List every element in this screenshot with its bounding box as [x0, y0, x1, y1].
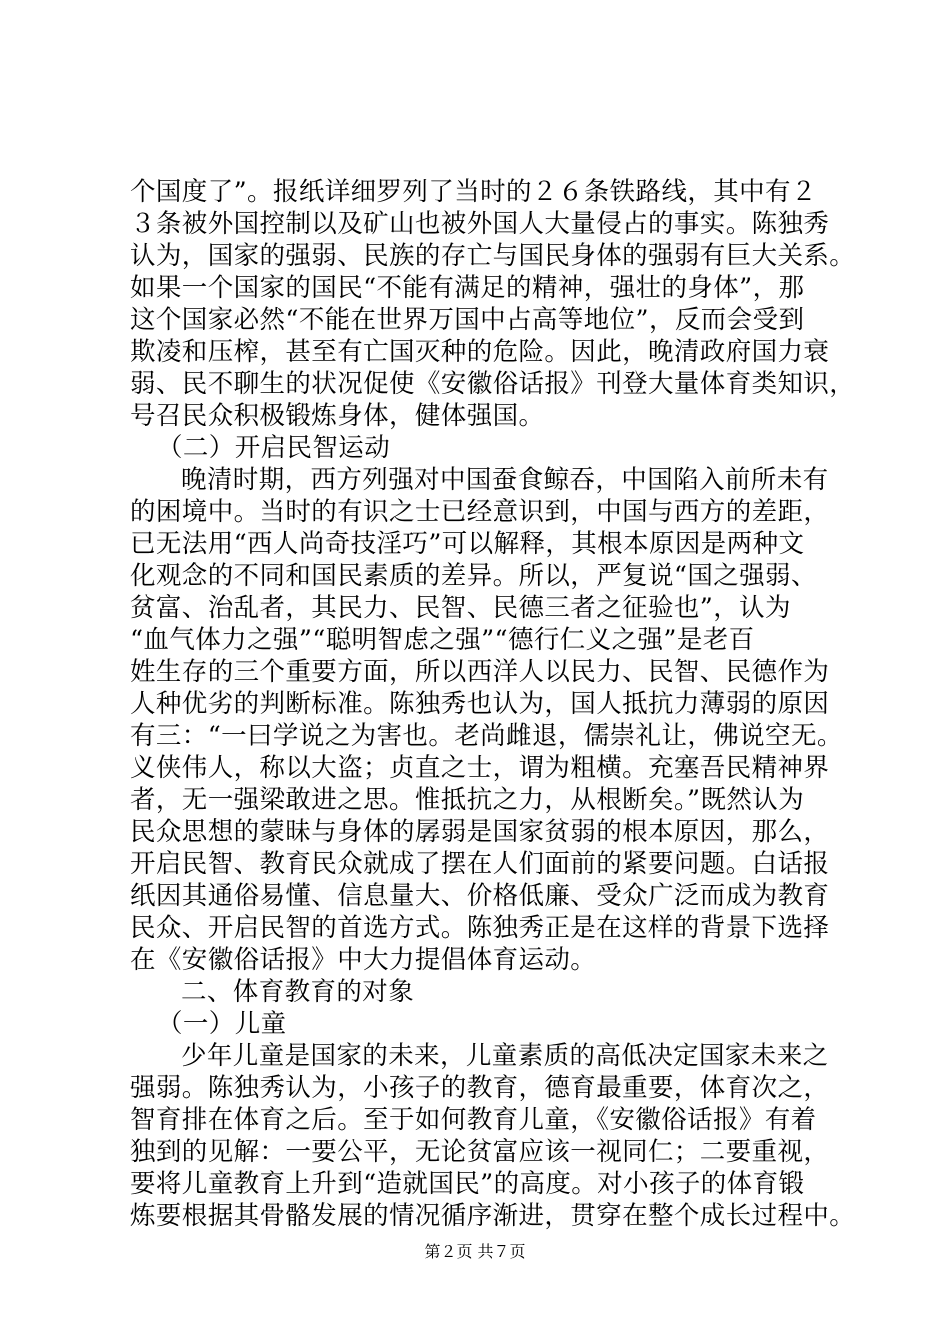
text-line: 号召民众积极锻炼身体，健体强国。 — [130, 401, 545, 431]
text-line: 化观念的不同和国民素质的差异。所以，严复说“国之强弱、 — [130, 561, 817, 591]
text-line: 的困境中。当时的有识之士已经意识到，中国与西方的差距， — [130, 497, 830, 527]
page-number-footer: 第２页 共７页 — [424, 1242, 526, 1261]
text-line: 认为，国家的强弱、民族的存亡与国民身体的强弱有巨大关系。 — [130, 241, 856, 271]
text-line: 如果一个国家的国民“不能有满足的精神，强壮的身体”，那 — [130, 273, 805, 303]
text-line: 已无法用“西人尚奇技淫巧”可以解释，其根本原因是两种文 — [130, 529, 805, 559]
section-heading: 二、体育教育的对象 — [181, 977, 415, 1007]
text-line: 贫富、治乱者，其民力、民智、民德三者之征验也”，认为 — [130, 593, 791, 623]
text-line: 欺凌和压榨，甚至有亡国灭种的危险。因此，晚清政府国力衰 — [130, 337, 830, 367]
text-line: 个国度了”。报纸详细罗列了当时的２６条铁路线，其中有２ — [130, 177, 817, 207]
text-line: 在《安徽俗话报》中大力提倡体育运动。 — [130, 945, 597, 975]
text-line: 强弱。陈独秀认为，小孩子的教育，德育最重要，体育次之， — [130, 1073, 830, 1103]
text-line: “血气体力之强”“聪明智虑之强”“德行仁义之强”是老百 — [130, 625, 755, 655]
text-line: 智育排在体育之后。至于如何教育儿童，《安徽俗话报》有着 — [130, 1105, 817, 1135]
text-line: 炼要根据其骨骼发展的情况循序渐进，贯穿在整个成长过程中。 — [130, 1201, 856, 1231]
text-line: 者，无一强梁敢进之思。惟抵抗之力，从根断矣。”既然认为 — [130, 785, 805, 815]
text-line: 弱、民不聊生的状况促使《安徽俗话报》刊登大量体育类知识， — [130, 369, 856, 399]
text-line: 民众思想的蒙昧与身体的孱弱是国家贫弱的根本原因，那么， — [130, 817, 830, 847]
text-line: 义侠伟人，称以大盗；贞直之士，谓为粗横。充塞吾民精神界 — [130, 753, 830, 783]
text-line: 姓生存的三个重要方面，所以西洋人以民力、民智、民德作为 — [130, 657, 830, 687]
text-line: 独到的见解：一要公平，无论贫富应该一视同仁；二要重视， — [130, 1137, 830, 1167]
text-line: 纸因其通俗易懂、信息量大、价格低廉、受众广泛而成为教育 — [130, 881, 830, 911]
paragraph-start-line: 晚清时期，西方列强对中国蚕食鲸吞，中国陷入前所未有 — [181, 465, 829, 495]
subsection-heading: （一）儿童 — [157, 1009, 287, 1039]
text-line: ３条被外国控制以及矿山也被外国人大量侵占的事实。陈独秀 — [130, 209, 830, 239]
section-heading: （二）开启民智运动 — [157, 433, 391, 463]
text-line: 这个国家必然“不能在世界万国中占高等地位”，反而会受到 — [130, 305, 805, 335]
text-line: 民众、开启民智的首选方式。陈独秀正是在这样的背景下选择 — [130, 913, 830, 943]
text-line: 有三：“一曰学说之为害也。老尚雌退，儒崇礼让，佛说空无。 — [130, 721, 843, 751]
text-line: 要将儿童教育上升到“造就国民”的高度。对小孩子的体育锻 — [130, 1169, 805, 1199]
paragraph-start-line: 少年儿童是国家的未来，儿童素质的高低决定国家未来之 — [181, 1041, 829, 1071]
text-line: 开启民智、教育民众就成了摆在人们面前的紧要问题。白话报 — [130, 849, 830, 879]
text-line: 人种优劣的判断标准。陈独秀也认为，国人抵抗力薄弱的原因 — [130, 689, 830, 719]
